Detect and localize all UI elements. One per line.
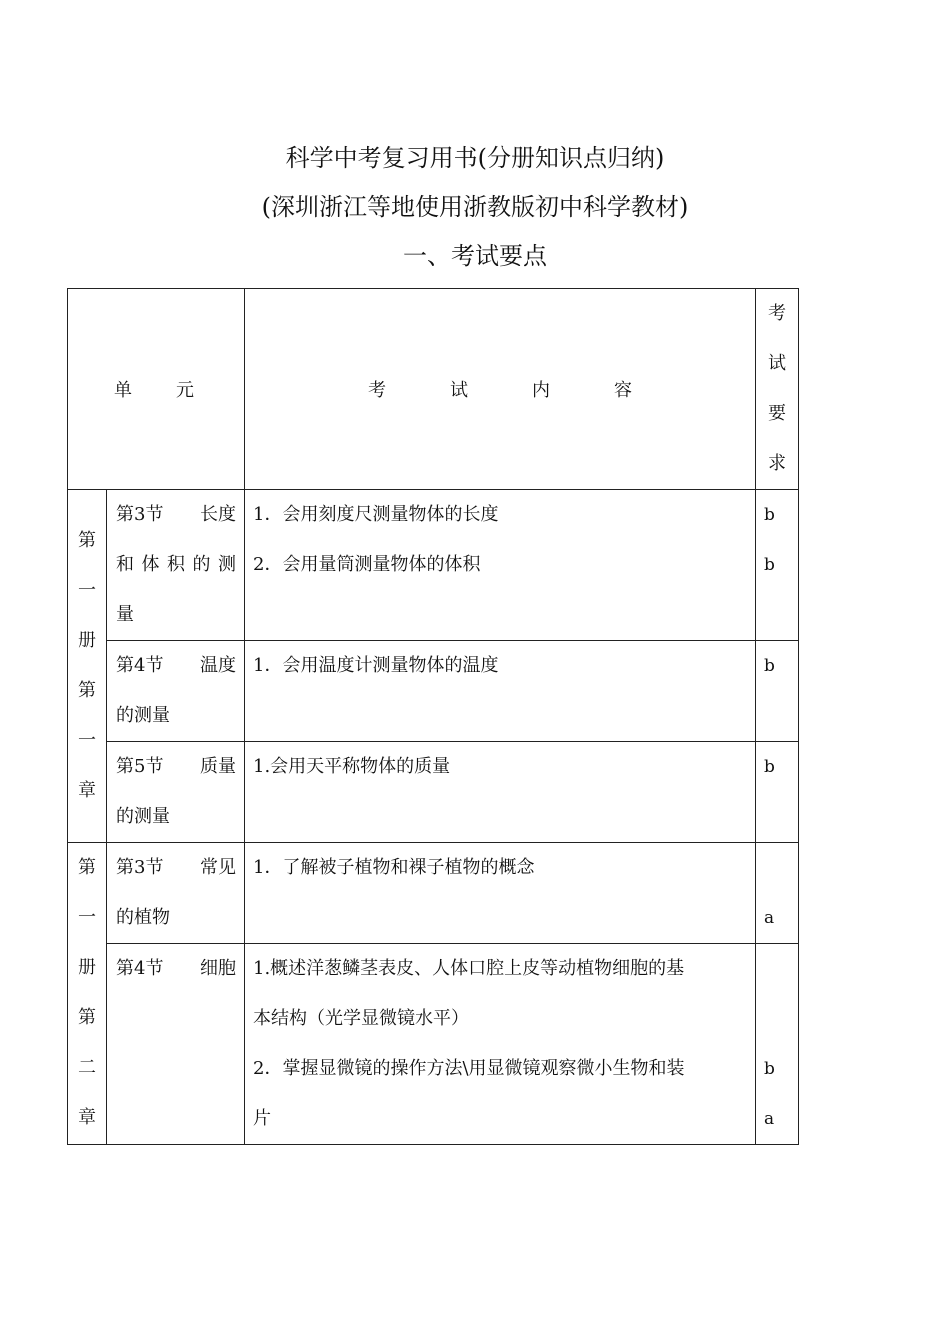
content-cell: 1．了解被子植物和裸子植物的概念 [245, 843, 756, 944]
unit-book1-chapter1: 第 一 册 第 一 章 [68, 490, 107, 843]
header-unit: 单元 [68, 289, 245, 490]
requirement-cell: b b [756, 490, 799, 641]
content-cell: 1．会用温度计测量物体的温度 [245, 641, 756, 742]
section-cell: 第4节 细胞 [107, 944, 245, 1145]
section-cell: 第3节 常见 的植物 [107, 843, 245, 944]
exam-points-table [67, 288, 799, 1145]
table-row [68, 641, 799, 742]
unit-book1-chapter2: 第 一 册 第 二 章 [68, 843, 107, 1145]
document-subtitle: (深圳浙江等地使用浙教版初中科学教材) [261, 193, 689, 221]
content-cell: 1.会用天平称物体的质量 [245, 742, 756, 843]
requirement-cell: a [756, 843, 799, 944]
table-row [68, 843, 799, 944]
section-cell: 第5节 质量 的测量 [107, 742, 245, 843]
header-requirement: 考 试 要 求 [756, 289, 799, 490]
section-heading: 一、考试要点 [403, 242, 547, 270]
table-row [68, 944, 799, 1145]
content-cell: 1.概述洋葱鳞茎表皮、人体口腔上皮等动植物细胞的基 本结构（光学显微镜水平） 2．掌握显微镜的操作方法\用显微镜观察微小生物和装 片 [245, 944, 756, 1145]
header-content: 考试内容 [245, 289, 756, 490]
table-row [68, 490, 799, 641]
requirement-cell: b a [756, 944, 799, 1145]
section-cell: 第3节 长度 和体积的测 量 [107, 490, 245, 641]
requirement-cell: b [756, 641, 799, 742]
content-cell: 1．会用刻度尺测量物体的长度 2．会用量筒测量物体的体积 [245, 490, 756, 641]
section-cell: 第4节 温度 的测量 [107, 641, 245, 742]
requirement-cell: b [756, 742, 799, 843]
table-header-row [68, 289, 799, 490]
document-title: 科学中考复习用书(分册知识点归纳) [285, 144, 665, 172]
table-row [68, 742, 799, 843]
